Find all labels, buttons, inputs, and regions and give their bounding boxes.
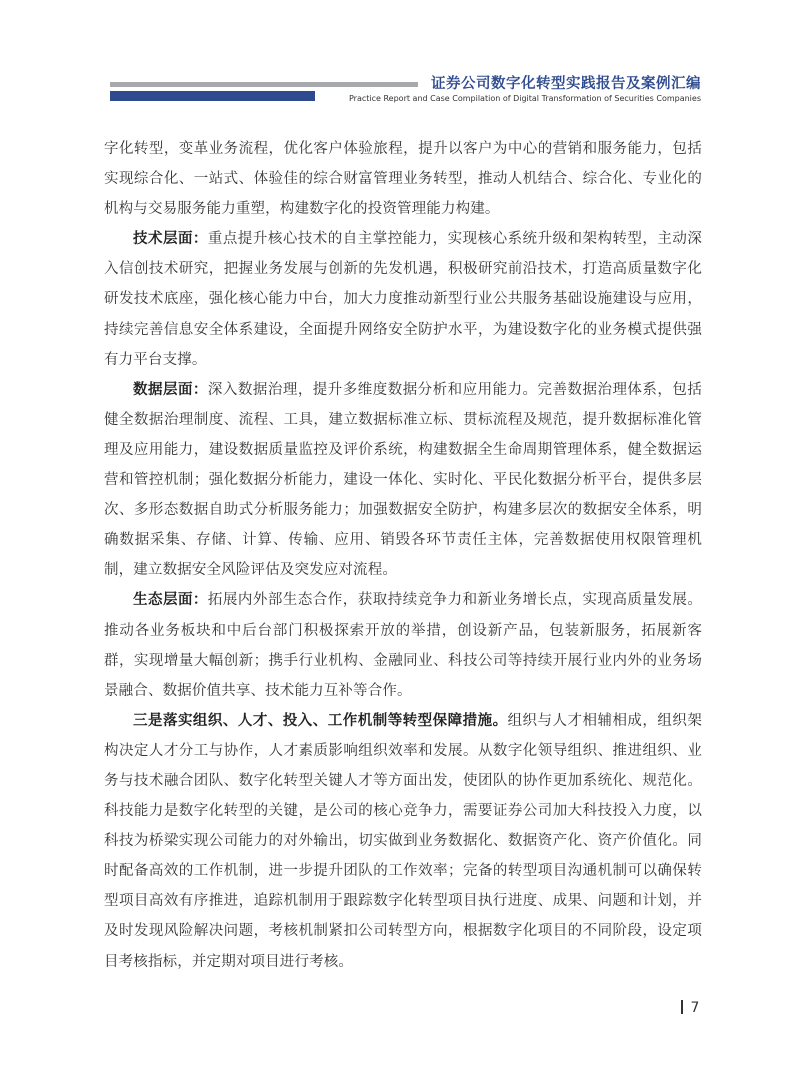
page-number-value: 7 [690,1000,700,1016]
header-rule-blue [110,91,315,101]
paragraph-lead: 技术层面： [133,231,208,248]
paragraph-safeguards [104,706,702,977]
paragraph-lead: 数据层面： [133,381,208,398]
paragraph-lead: 三是落实组织、人才、投入、工作机制等转型保障措施。 [133,712,508,729]
paragraph-text: 字化转型，变革业务流程，优化客户体验旅程，提升以客户为中心的营销和服务能力，包括实现综合化、一站式、体验佳的综合财富管理业务转型，推动人机结合、综合化、专业化的机构与交易服务能力重塑，构建数字化的投资管理能力构建。 [104,141,702,218]
paragraph-technology [104,224,702,374]
paragraph-text: 拓展内外部生态合作，获取持续竞争力和新业务增长点，实现高质量发展。推动各业务板块和中后台部门积极探索开放的举措，创设新产品，包装新服务，拓展新客群，实现增量大幅创新；携手行业机构、金融同业、科技公司等持续开展行业内外的业务场景融合、数据价值共享、技术能力互补等合作。 [104,592,703,699]
paragraph-text: 重点提升核心技术的自主掌控能力，实现核心系统升级和架构转型，主动深入信创技术研究，把握业务发展与创新的先发机遇，积极研究前沿技术，打造高质量数字化研发技术底座，强化核心能力中台，加大力度推动新型行业公共服务基础设施建设与应用，持续完善信息安全体系建设，全面提升网络安全防护水平，为建设数字化的业务模式提供强有力平台支撑。 [104,231,703,368]
page-number [681,1000,699,1016]
paragraph-ecosystem [104,585,702,705]
page-number-divider [681,1000,683,1014]
paragraph-text: 深入数据治理，提升多维度数据分析和应用能力。完善数据治理体系，包括健全数据治理制度、流程、工具，建立数据标准立标、贯标流程及规范，提升数据标准化管理及应用能力，建设数据质量监控及评价系统，构建数据全生命周期管理体系，健全数据运营和管控机制；强化数据分析能力，建设一体化、实时化、平民化数据分析平台，提供多层次、多形态数据自助式分析服务能力；加强数据安全防护，构建多层次的数据安全体系，明确数据采集、存储、计算、传输、应用、销毁各环节责任主体，完善数据使用权限管理机制，建立数据安全风险评估及突发应对流程。 [104,381,703,579]
paragraph-business-continuation [104,134,702,224]
body-text [104,134,702,977]
paragraph-lead: 生态层面： [133,592,208,609]
header-rule-gray [110,82,418,87]
running-header-subtitle: Practice Report and Case Compilation of Digital Transformation of Securities Companies [348,94,701,103]
paragraph-data [104,375,702,586]
paragraph-text: 组织与人才相辅相成，组织架构决定人才分工与协作，人才素质影响组织效率和发展。从数字化领导组织、推进组织、业务与技术融合团队、数字化转型关键人才等方面出发，使团队的协作更加系统化、规范化。科技能力是数字化转型的关键，是公司的核心竞争力，需要证券公司加大科技投入力度，以科技为桥梁实现公司能力的对外输出，切实做到业务数据化、数据资产化、资产价值化。同时配备高效的工作机制，进一步提升团队的工作效率；完备的转型项目沟通机制可以确保转型项目高效有序推进，追踪机制用于跟踪数字化转型项目执行进度、成果、问题和计划，并及时发现风险解决问题，考核机制紧扣公司转型方向，根据数字化项目的不同阶段，设定项目考核指标，并定期对项目进行考核。 [104,712,702,970]
running-header-title: 证券公司数字化转型实践报告及案例汇编 [431,76,701,92]
